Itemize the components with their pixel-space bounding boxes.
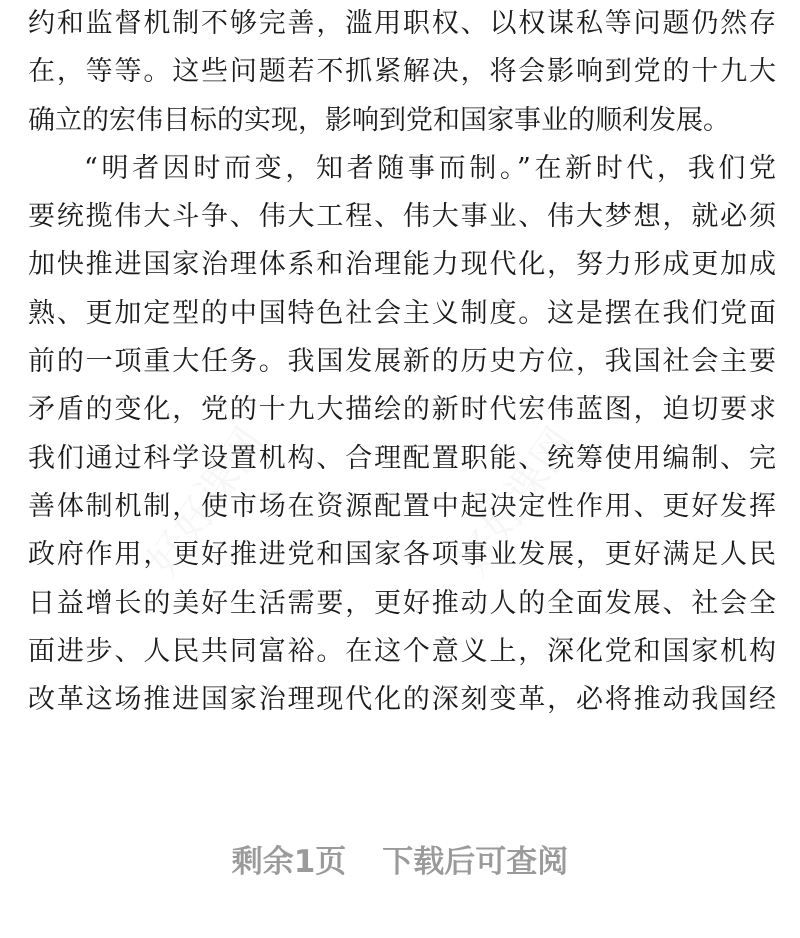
text-line: 前的一项重大任务。我国发展新的历史方位，我国社会主要 xyxy=(28,346,776,378)
text-line: 确立的宏伟目标的实现，影响到党和国家事业的顺利发展。 xyxy=(28,104,730,136)
text-line: 矛盾的变化，党的十九大描绘的新时代宏伟蓝图，迫切要求 xyxy=(28,394,776,426)
text-line: 善体制机制，使市场在资源配置中起决定性作用、更好发挥 xyxy=(28,490,776,522)
text-line: 在，等等。这些问题若不抓紧解决，将会影响到党的十九大 xyxy=(28,56,776,88)
text-line: 我们通过科学设置机构、合理配置职能、统筹使用编制、完 xyxy=(28,442,776,474)
download-to-view-label: 下载后可查阅 xyxy=(382,844,569,880)
text-line: 改革这场推进国家治理现代化的深刻变革，必将推动我国经 xyxy=(28,684,776,716)
text-line: 政府作用，更好推进党和国家各项事业发展，更好满足人民 xyxy=(28,539,776,571)
text-line: 约和监督机制不够完善，滥用职权、以权谋私等问题仍然存 xyxy=(28,8,776,39)
text-line: 加快推进国家治理体系和治理能力现代化，努力形成更加成 xyxy=(28,249,776,281)
document-body xyxy=(28,0,776,724)
text-line: 日益增长的美好生活需要，更好推动人的全面发展、社会全 xyxy=(28,587,776,619)
watermark-text: 好好课网 xyxy=(447,418,585,585)
remaining-pages-label: 剩余1页 xyxy=(231,844,347,880)
text-line: 要统揽伟大斗争、伟大工程、伟大事业、伟大梦想，就必须 xyxy=(28,201,776,233)
text-line: 面进步、人民共同富裕。在这个意义上，深化党和国家机构 xyxy=(28,635,776,667)
download-prompt-link[interactable] xyxy=(0,832,800,892)
text-line: 熟、更加定型的中国特色社会主义制度。这是摆在我们党面 xyxy=(28,297,776,329)
watermark-text: 好好课网 xyxy=(137,418,275,585)
text-line: “明者因时而变，知者随事而制。”在新时代，我们党 xyxy=(84,152,776,184)
